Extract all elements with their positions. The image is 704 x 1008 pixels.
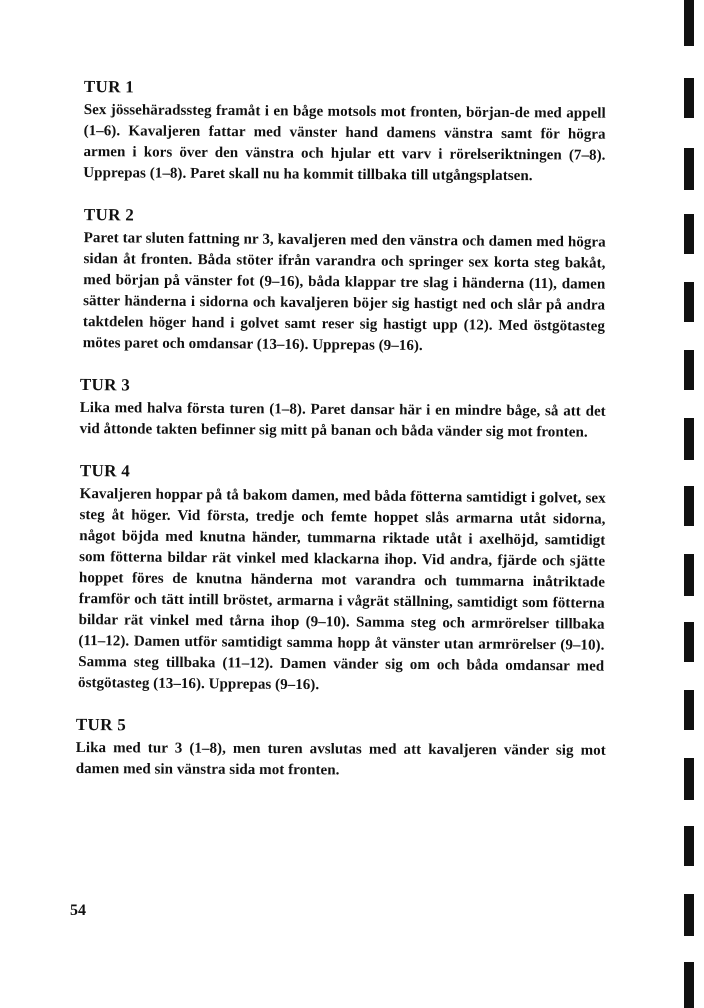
- section-tur-3: [72, 374, 606, 444]
- section-paragraph: Sex jössehäradssteg framåt i en båge motsols mot fronten, början-de med appell (1–6). Kavaljeren fattar med vänster hand damens vänstra samt för högra armen i kors över den vänstra och hjular ett varv i rörelseriktningen (7–8). Upprepas (1–8). Paret skall nu ha kommit tillbaka till utgångsplatsen.: [83, 102, 606, 185]
- edge-mark: [684, 78, 694, 118]
- section-heading: TUR 4: [79, 461, 131, 481]
- section-heading: TUR 1: [83, 77, 135, 97]
- section-paragraph: Kavaljeren hoppar på tå bakom damen, med båda fötterna samtidigt i golvet, sex steg åt höger. Vid första, tredje och femte hoppet slås armarna utåt sidorna, något böjda med knutna händer, tummarna riktade utåt i axelhöjd, samtidigt som fötterna bildar rät vinkel med klackarna ihop. Vid andra, fjärde och sjätte hoppet föres de knutna händerna mot varandra och tummarna inåtriktade framför och tätt intill bröstet, armarna i vågrät ställning, samtidigt som fötterna bildar rät vinkel med tårna ihop (9–10). Samma steg och armrörelser tillbaka (11–12). Damen utför samtidigt samma hopp åt vänster utan armrörelser (9–10). Samma steg tillbaka (11–12). Damen vänder sig om och båda omdansar med östgötasteg (13–16). Upprepas (9–16).: [77, 486, 606, 694]
- edge-mark: [684, 622, 694, 662]
- section-tur-2: [75, 204, 606, 359]
- section-tur-1: [75, 76, 606, 188]
- section-heading: TUR 3: [79, 375, 131, 395]
- edge-mark: [684, 214, 694, 254]
- edge-mark: [684, 894, 694, 936]
- edge-mark: [684, 0, 694, 46]
- edge-mark: [684, 758, 694, 800]
- edge-mark: [684, 350, 694, 390]
- section-heading: TUR 2: [83, 205, 135, 225]
- edge-mark: [684, 418, 694, 460]
- edge-mark: [684, 554, 694, 596]
- edge-mark: [684, 962, 694, 1008]
- edge-mark: [684, 826, 694, 866]
- edge-mark: [684, 148, 694, 190]
- section-tur-4: [70, 460, 606, 699]
- section-paragraph: Paret tar sluten fattning nr 3, kavaljeren med den vänstra och damen med högra sidan åt fronten. Båda stöter ifrån varandra och springer sex korta steg bakåt, med början på vänster fot (9–16), båda klappar tre slag i händerna (11), damen sätter händerna i sidorna och kavaljeren böjer sig hastigt ned och slår på andra taktdelen höger hand i golvet samt reser sig hastigt upp (12). Med östgötasteg mötes paret och omdansar (13–16). Upprepas (9–16).: [82, 230, 606, 355]
- section-heading: TUR 5: [75, 715, 127, 735]
- page-number: 54: [70, 902, 86, 919]
- section-tur-5: [68, 714, 606, 783]
- edge-mark: [684, 486, 694, 526]
- document-body: [76, 70, 606, 800]
- section-paragraph: Lika med tur 3 (1–8), men turen avslutas med att kavaljeren vänder sig mot damen med sin vänstra sida mot fronten.: [75, 740, 606, 779]
- scan-edge-marks: [682, 0, 694, 1008]
- edge-mark: [684, 282, 694, 322]
- edge-mark: [684, 690, 694, 730]
- section-paragraph: Lika med halva första turen (1–8). Paret dansar här i en mindre båge, så att det vid åttonde takten befinner sig mitt på banan och båda vänder sig mot fronten.: [79, 400, 606, 441]
